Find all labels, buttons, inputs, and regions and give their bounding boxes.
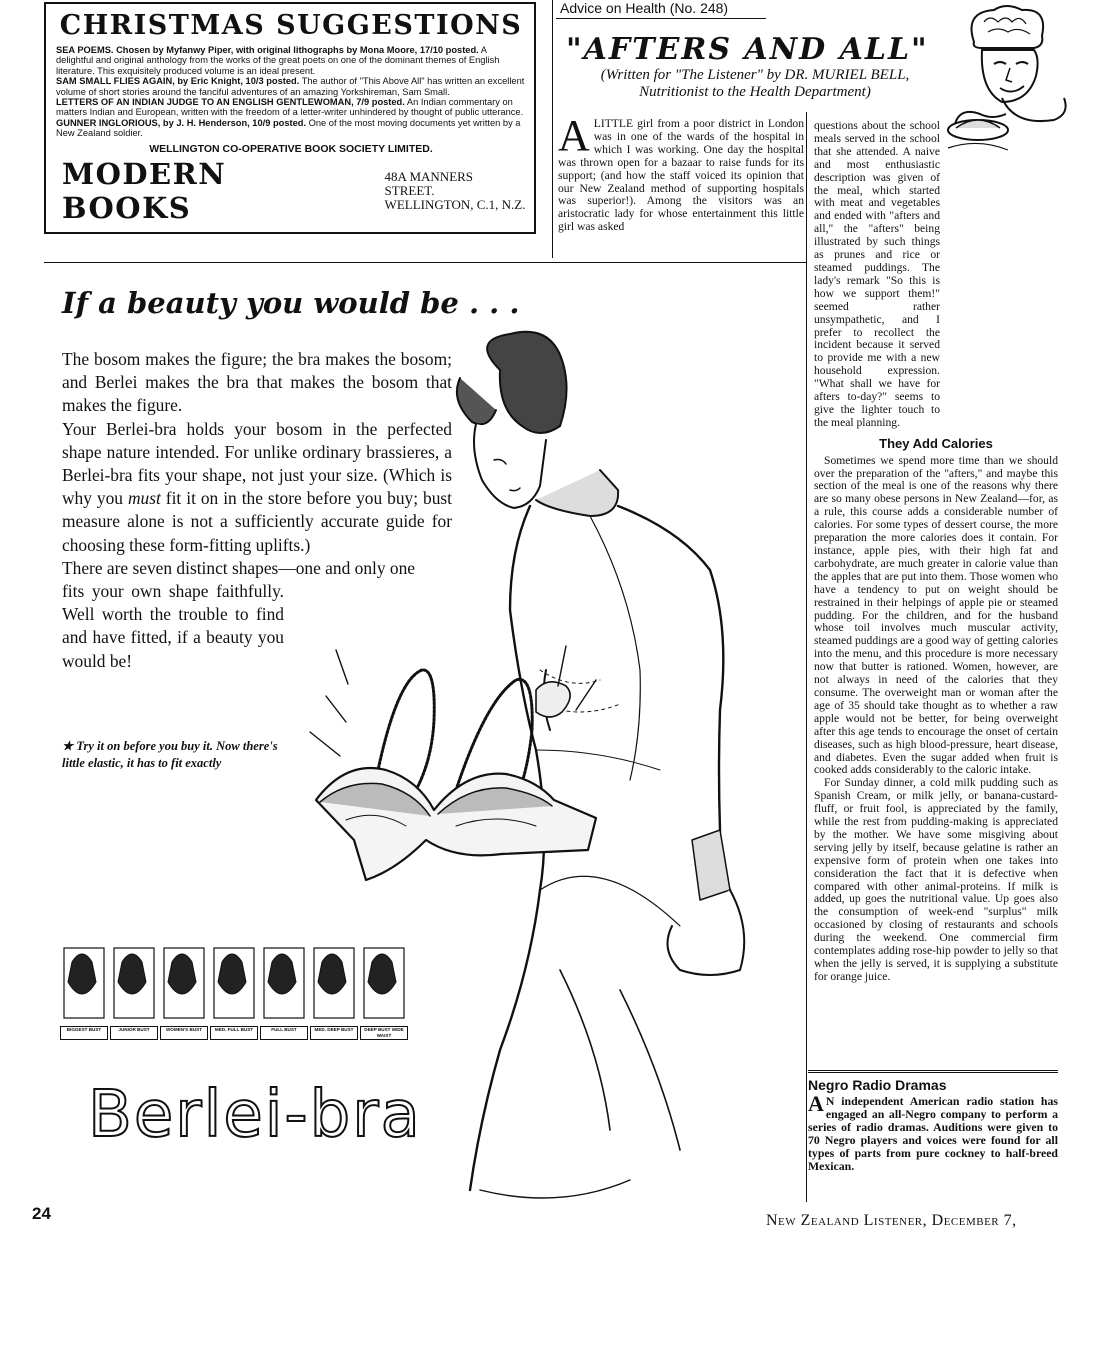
column-divider-right: [806, 112, 807, 1202]
publication-footer: New Zealand Listener, December 7,: [766, 1212, 1017, 1229]
drop-cap: A: [808, 1091, 824, 1116]
column-divider-top: [552, 0, 553, 258]
modern-books-row: [56, 157, 526, 225]
article-column-right: [814, 120, 1058, 984]
book-entry-indian-judge: LETTERS OF AN INDIAN JUDGE TO AN ENGLISH GENTLEWOMAN, 7/9 posted. An Indian commentary on matters Indian and European, written with the freedom of a letter-writer unhindered by thought of public utterance.: [56, 97, 524, 118]
page-number: 24: [32, 1204, 51, 1223]
news-item-text: N independent American radio station has engaged an all-Negro company to perform a series of radio dramas. Auditions were given to 70 Negro players and voices were found for all types of parts from pure cockney to half-breed Mexican.: [808, 1094, 1058, 1173]
section-subhead: They Add Calories: [879, 435, 993, 451]
drop-cap: A: [558, 111, 590, 160]
ad-paragraph: fits your own shape faithfully. Well worth the trouble to find and have fitted, if a beauty you would be!: [62, 581, 284, 671]
shape-label: BIGGEST BUST: [60, 1026, 108, 1040]
article-column-left: [558, 111, 804, 234]
health-header-rule: [556, 18, 766, 19]
ad-paragraph: Your Berlei-bra holds your bosom in the perfected shape nature intended. For unlike ordinary brassieres, a Berlei-bra fits your shape, not just your size. (Which is why you must fit it on in the store before you buy; bust measure alone is not a sufficiently accurate guide for choosing these form-fitting uplifts.): [62, 418, 453, 555]
article-paragraph: LITTLE girl from a poor district in London was in one of the wards of the hospital in which I was working. One day the hospital was thrown open for a bazaar to raise funds for its support; (and how the staff voiced its opinion that our New Zealand method of supporting hospitals was superior!). Among the visitors was an aristocratic lady for whose entertainment this little girl was asked: [558, 117, 804, 234]
article-title: "AFTERS AND ALL": [566, 32, 929, 67]
news-item-title: Negro Radio Dramas: [808, 1077, 947, 1093]
seven-shapes-row: [60, 942, 410, 1046]
article-paragraph: questions about the school meals served in the school that she attended. A naive and most enthusiastic description was given of the meal, which started with meat and vegetables and ended with "afters and all," the "afters" being illustrated by such things as prunes and rice or steamed puddings. The lady's remark "So this is how we support them!" seemed rather unsympathetic, and I prefer to recollect the incident because it served to provide me with a new household expression. "What shall we have for afters to-day?" seems to give the lighter touch to the meal planning.: [814, 119, 940, 429]
article-paragraph: Sometimes we spend more time than we should over the preparation of the "afters," and maybe this section of the meal is one of the reasons why there are so many obese persons in New Zealand—for, as a rule, this course adds a considerable number of calories. For some types of dessert course, the more preparation the more calories does it contain. For instance, apple pies, with their high fat and carbohydrate, are much greater in calorie value than the apples that are put into them. Those women who have a tendency to put on weight should be restrained in their helpings of apple pie or steamed pudding. For the children, and for the husband whose toil involves much muscular activity, steamed puddings are a good way of getting calories into the menu, and this procedure is more necessary now that butter is rationed. Women, however, are not always in need of the calories that they consume. The overweight man or woman after the age of 35 should take thought as to whether a raw apple would not be better, for being overweight after this age tends to encourage the onset of certain diseases, such as high blood-pressure, heart disease, and diabetes. Even the sugar added when fruit is cooked adds considerably to the caloric intake.: [814, 453, 1058, 777]
christmas-suggestions-box: [44, 2, 536, 234]
shape-label: MED. DEEP BUST: [310, 1026, 358, 1040]
berlei-bra-logo: Berlei-bra: [88, 1078, 422, 1152]
shape-label: DEEP BUST WIDE WAIST: [360, 1026, 408, 1040]
ad-footnote: ★ Try it on before you buy it. Now there's little elastic, it has to fit exactly: [62, 739, 278, 770]
modern-books-address: 48A MANNERS STREET. WELLINGTON, C.1, N.Z.: [384, 168, 526, 212]
shape-figures: [60, 942, 410, 1022]
book-entry-gunner: GUNNER INGLORIOUS, by J. H. Henderson, 10/9 posted. One of the most moving documents yet written by a New Zealand soldier.: [56, 117, 521, 139]
book-entry-sam-small: SAM SMALL FLIES AGAIN, by Eric Knight, 10/3 posted. The author of "This Above All" has written an excellent volume of short stories around the fanciful adventures of an amazing Yorkshireman, Sam Small.: [56, 76, 525, 97]
shape-label: FULL BUST: [260, 1026, 308, 1040]
modern-books-logo: MODERN BOOKS: [62, 156, 227, 225]
shape-label: MED. FULL BUST: [210, 1026, 258, 1040]
brassiere-illustration: [306, 640, 616, 910]
ad-paragraph: The bosom makes the figure; the bra makes the bosom; and Berlei makes the bra that makes the bosom that makes the figure.: [62, 349, 452, 416]
section-divider: [44, 262, 806, 263]
health-series-header: Advice on Health (No. 248): [560, 0, 729, 16]
society-name: WELLINGTON CO-OPERATIVE BOOK SOCIETY LIMITED.: [149, 142, 433, 155]
book-entry-sea-poems: SEA POEMS. Chosen by Myfanwy Piper, with original lithographs by Mona Moore, 17/10 posted. A delightful and original anthology from the works of the great poets on one of the dominant themes of English literature. This exquisitely produced volume is an ideal present.: [56, 45, 500, 76]
shape-label: WOMEN'S BUST: [160, 1026, 208, 1040]
news-item-negro-radio: [808, 1070, 1058, 1173]
shape-label: JUNIOR BUST: [110, 1026, 158, 1040]
ad-paragraph: There are seven distinct shapes—one and only one: [62, 557, 416, 578]
ad-headline: If a beauty you would be . . .: [62, 286, 520, 320]
christmas-title: CHRISTMAS SUGGESTIONS: [59, 10, 523, 41]
article-paragraph: For Sunday dinner, a cold milk pudding such as Spanish Cream, or milk jelly, or banana-custard-fluff, or fruit fool, is appreciated by the family, while the rest from pudding-making is appreciated by the mother. We have some misgiving about serving jelly by itself, because gelatine is rather an expensive form of protein when one takes into consideration the fact that it is defective when compared with other animal-proteins. If milk is added, up goes the nutritional value. Up goes also the consumption of week-end "surplus" milk occasioned by closing of restaurants and schools during the weekend. One commercial firm contemplates adding rose-hip powder to jelly so that when the jelly is served, it is supplying a substitute for orange juice.: [814, 776, 1058, 983]
article-byline: (Written for "The Listener" by DR. MURIEL BELL, Nutritionist to the Health Department): [600, 67, 910, 100]
